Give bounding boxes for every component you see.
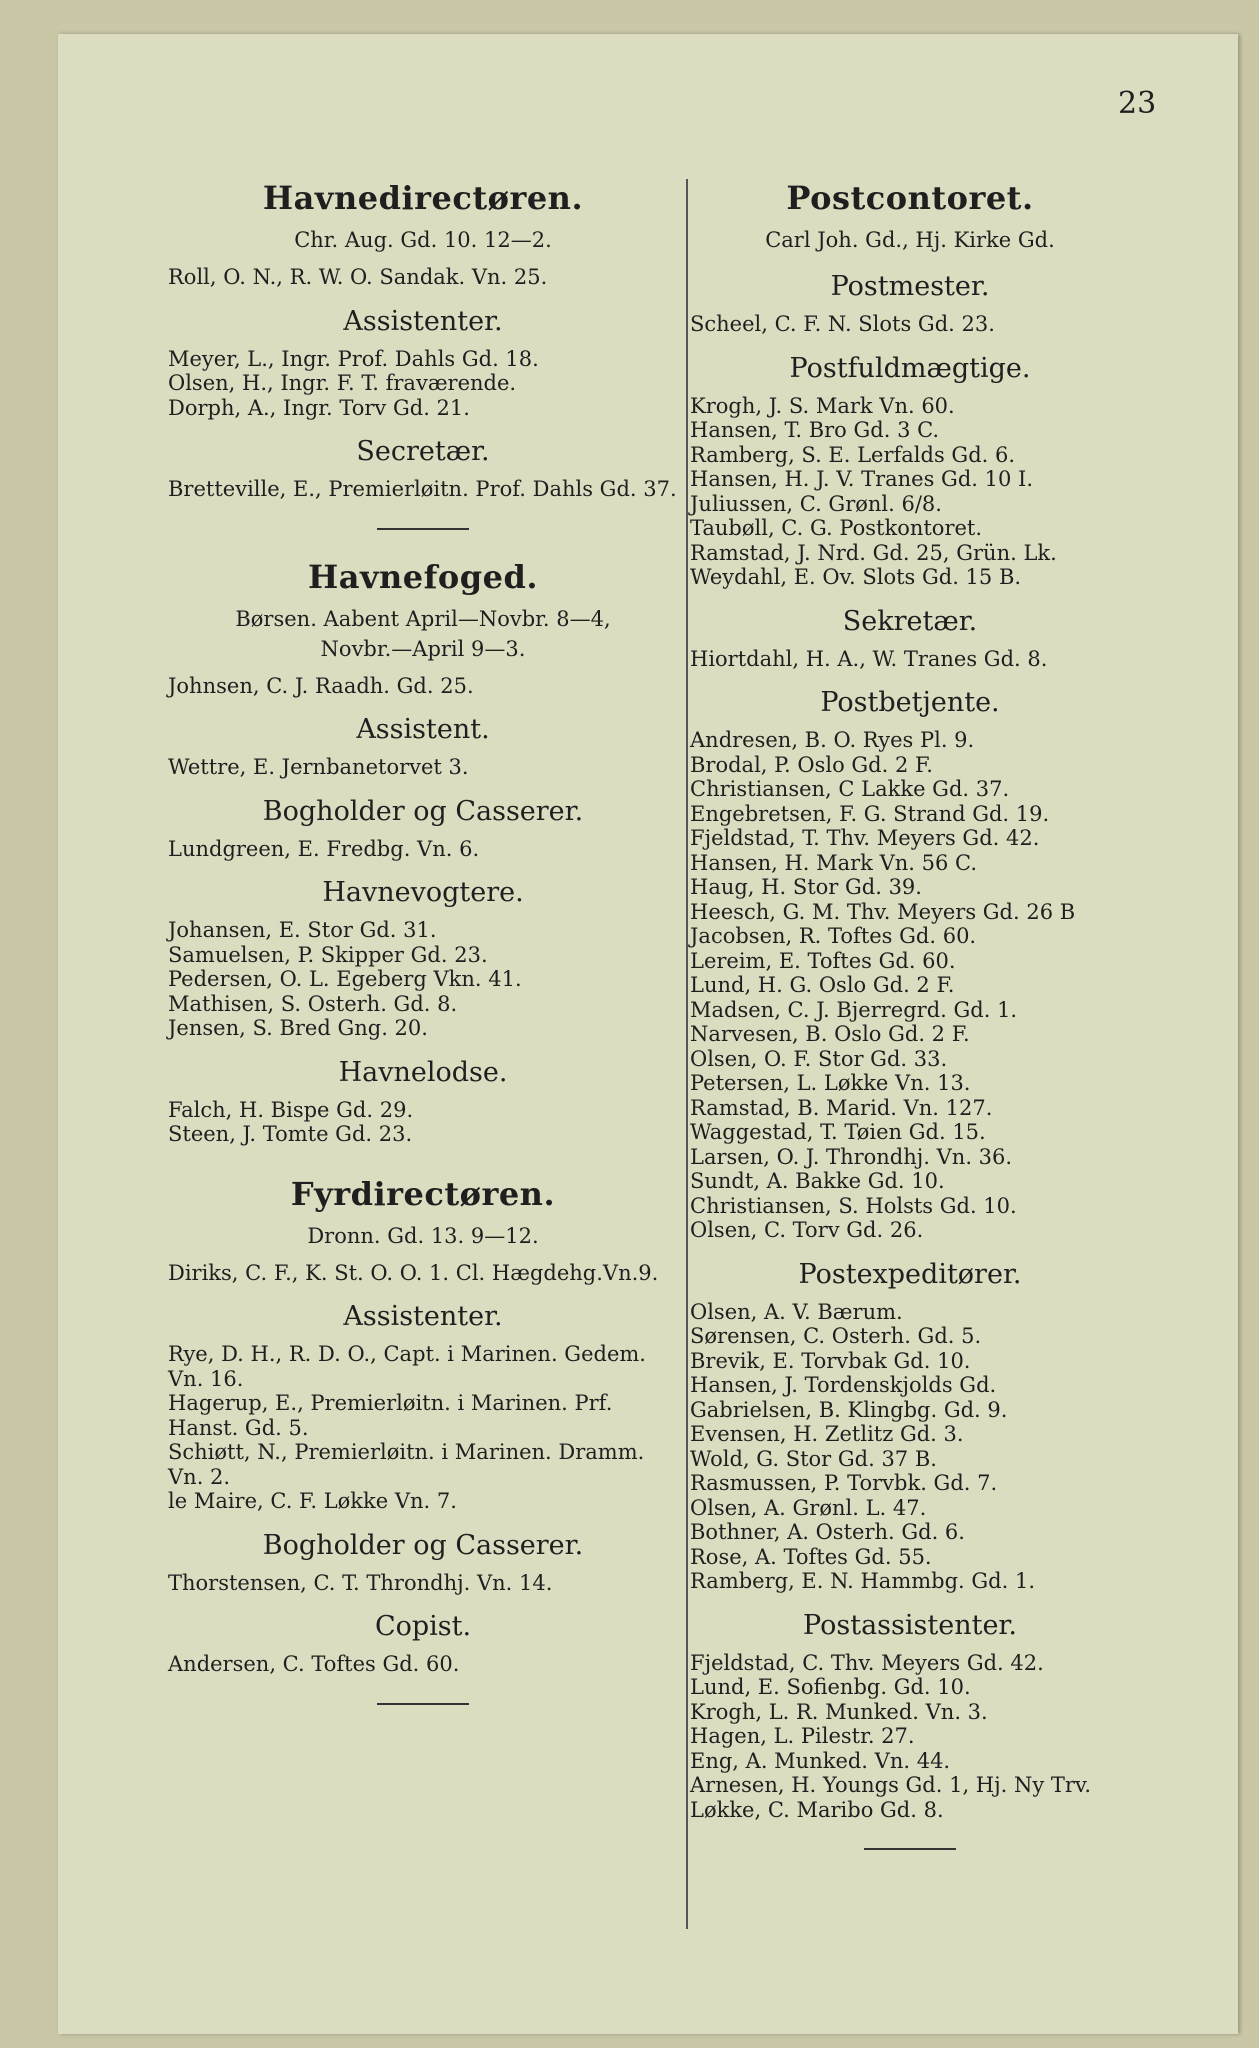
list-item: Olsen, O. F. Stor Gd. 33. bbox=[690, 1046, 948, 1071]
list-item: Fjeldstad, C. Thv. Meyers Gd. 42. bbox=[690, 1650, 1044, 1675]
list-item: Larsen, O. J. Throndhj. Vn. 36. bbox=[690, 1144, 1013, 1169]
list-item: Scheel, C. F. N. Slots Gd. 23. bbox=[690, 312, 995, 336]
list-item: Meyer, L., Ingr. Prof. Dahls Gd. 18. bbox=[168, 346, 539, 371]
list-item: Gabrielsen, B. Klingbg. Gd. 9. bbox=[690, 1397, 1008, 1422]
list-item: Madsen, C. J. Bjerregrd. Gd. 1. bbox=[690, 997, 1018, 1022]
list-item: Andresen, B. O. Ryes Pl. 9. bbox=[690, 728, 975, 752]
section-address: Dronn. Gd. 13. 9—12. bbox=[307, 1223, 539, 1248]
section-address: Børsen. Aabent April—Novbr. 8—4, bbox=[235, 606, 611, 631]
section-rule bbox=[377, 1703, 469, 1705]
list-item: Engebretsen, F. G. Strand Gd. 19. bbox=[690, 801, 1050, 826]
list-item: le Maire, C. F. Løkke Vn. 7. bbox=[168, 1489, 457, 1513]
subsection-title: Bogholder og Casserer. bbox=[262, 1529, 584, 1561]
list-item: Eng, A. Munked. Vn. 44. bbox=[690, 1748, 951, 1773]
list-item: Hagen, L. Pilestr. 27. bbox=[690, 1724, 915, 1748]
list-item: Christiansen, S. Holsts Gd. 10. bbox=[690, 1193, 1017, 1218]
section-head-entry: Johnsen, C. J. Raadh. Gd. 25. bbox=[168, 673, 474, 698]
right-column bbox=[690, 179, 1130, 1878]
list-item: Pedersen, O. L. Egeberg Vkn. 41. bbox=[168, 967, 522, 991]
section-rule bbox=[864, 1848, 956, 1850]
list-item: Ramberg, E. N. Hammbg. Gd. 1. bbox=[690, 1569, 1035, 1593]
list-item: Haug, H. Stor Gd. 39. bbox=[690, 875, 922, 899]
subsection-title: Postfuldmægtige. bbox=[789, 352, 1031, 384]
list-item: Evensen, H. Zetlitz Gd. 3. bbox=[690, 1422, 964, 1446]
list-item: Jensen, S. Bred Gng. 20. bbox=[168, 1016, 428, 1040]
list-item: Brodal, P. Oslo Gd. 2 F. bbox=[690, 752, 933, 777]
subsection-title: Assistent. bbox=[356, 714, 490, 745]
list-item: Samuelsen, P. Skipper Gd. 23. bbox=[168, 942, 488, 967]
list-item: Christiansen, C Lakke Gd. 37. bbox=[690, 777, 1010, 801]
subsection-title: Postassistenter. bbox=[803, 1609, 1017, 1641]
list-item: Løkke, C. Maribo Gd. 8. bbox=[690, 1797, 944, 1822]
subsection-title: Assistenter. bbox=[343, 305, 503, 337]
list-item: Lereim, E. Toftes Gd. 60. bbox=[690, 948, 956, 973]
list-item: Ramberg, S. E. Lerfalds Gd. 6. bbox=[690, 442, 1016, 467]
left-column bbox=[168, 179, 678, 1733]
list-item: Sundt, A. Bakke Gd. 10. bbox=[690, 1169, 945, 1193]
list-item: Krogh, J. S. Mark Vn. 60. bbox=[690, 393, 955, 418]
list-item: Wettre, E. Jernbanetorvet 3. bbox=[168, 755, 469, 779]
subsection-title: Secretær. bbox=[356, 436, 490, 467]
section-head-entry: Diriks, C. F., K. St. O. O. 1. Cl. Hægdehg.Vn.9. bbox=[168, 1260, 659, 1285]
list-item: Hansen, J. Tordenskjolds Gd. bbox=[690, 1373, 997, 1397]
list-item: Rose, A. Toftes Gd. 55. bbox=[690, 1544, 932, 1569]
subsection-title: Postmester. bbox=[830, 271, 990, 302]
list-item: Arnesen, H. Youngs Gd. 1, Hj. Ny Trv. bbox=[690, 1773, 1091, 1797]
list-item: Lund, E. Sofienbg. Gd. 10. bbox=[690, 1675, 971, 1699]
subsection-title: Bogholder og Casserer. bbox=[262, 795, 584, 827]
list-item: Taubøll, C. G. Postkontoret. bbox=[690, 516, 983, 540]
list-item: Weydahl, E. Ov. Slots Gd. 15 B. bbox=[690, 565, 1022, 589]
list-item: Andersen, C. Toftes Gd. 60. bbox=[168, 1652, 460, 1676]
list-item: Krogh, L. R. Munked. Vn. 3. bbox=[690, 1699, 988, 1724]
column-divider bbox=[686, 179, 688, 1929]
section-title: Fyrdirectøren. bbox=[290, 1174, 556, 1213]
subsection-title: Postbetjente. bbox=[820, 687, 1000, 718]
list-item: Wold, G. Stor Gd. 37 B. bbox=[690, 1446, 937, 1471]
section-title: Postcontoret. bbox=[786, 179, 1034, 217]
list-item: Petersen, L. Løkke Vn. 13. bbox=[690, 1071, 971, 1095]
list-item: Olsen, C. Torv Gd. 26. bbox=[690, 1218, 924, 1242]
list-item: Waggestad, T. Tøien Gd. 15. bbox=[690, 1120, 986, 1144]
section-address: Novbr.—April 9—3. bbox=[320, 636, 526, 661]
list-item: Hansen, T. Bro Gd. 3 C. bbox=[690, 418, 940, 442]
list-item: Ramstad, J. Nrd. Gd. 25, Grün. Lk. bbox=[690, 540, 1057, 565]
list-item: Dorph, A., Ingr. Torv Gd. 21. bbox=[168, 395, 470, 420]
list-item: Brevik, E. Torvbak Gd. 10. bbox=[690, 1348, 971, 1373]
subsection-title: Havnevogtere. bbox=[322, 877, 524, 908]
list-item: Hansen, H. J. V. Tranes Gd. 10 I. bbox=[690, 467, 1033, 491]
list-item: Thorstensen, C. T. Throndhj. Vn. 14. bbox=[168, 1570, 553, 1595]
list-item: Olsen, A. V. Bærum. bbox=[690, 1299, 903, 1324]
list-item: Lund, H. G. Oslo Gd. 2 F. bbox=[690, 973, 955, 997]
list-item: Lundgreen, E. Fredbg. Vn. 6. bbox=[168, 836, 480, 861]
list-item: Hiortdahl, H. A., W. Tranes Gd. 8. bbox=[690, 646, 1048, 671]
list-item: Olsen, H., Ingr. F. T. fraværende. bbox=[168, 371, 517, 395]
list-item: Jacobsen, R. Toftes Gd. 60. bbox=[690, 924, 977, 948]
list-item: Johansen, E. Stor Gd. 31. bbox=[168, 918, 437, 942]
subsection-title: Assistenter. bbox=[343, 1301, 503, 1332]
list-item: Bothner, A. Osterh. Gd. 6. bbox=[690, 1520, 965, 1544]
list-item: Sørensen, C. Osterh. Gd. 5. bbox=[690, 1324, 982, 1348]
section-head-entry: Roll, O. N., R. W. O. Sandak. Vn. 25. bbox=[168, 265, 548, 289]
list-item: Narvesen, B. Oslo Gd. 2 F. bbox=[690, 1022, 970, 1046]
list-item: Hansen, H. Mark Vn. 56 C. bbox=[690, 850, 977, 875]
section-address: Carl Joh. Gd., Hj. Kirke Gd. bbox=[765, 228, 1055, 252]
list-item: Hagerup, E., Premierløitn. i Marinen. Prf. Hanst. Gd. 5. bbox=[168, 1391, 613, 1440]
list-item: Falch, H. Bispe Gd. 29. bbox=[168, 1097, 414, 1122]
subsection-title: Copist. bbox=[374, 1611, 472, 1642]
list-item: Fjeldstad, T. Thv. Meyers Gd. 42. bbox=[690, 826, 1040, 850]
section-title: Havnefoged. bbox=[307, 557, 539, 596]
section-address: Chr. Aug. Gd. 10. 12—2. bbox=[294, 228, 552, 252]
list-item: Heesch, G. M. Thv. Meyers Gd. 26 B bbox=[690, 899, 1076, 924]
list-item: Juliussen, C. Grønl. 6/8. bbox=[690, 491, 942, 516]
list-item: Olsen, A. Grønl. L. 47. bbox=[690, 1495, 927, 1520]
subsection-title: Sekretær. bbox=[842, 605, 978, 637]
list-item: Rye, D. H., R. D. O., Capt. i Marinen. Gedem. Vn. 16. bbox=[168, 1342, 646, 1391]
section-title: Havnedirectøren. bbox=[262, 179, 584, 217]
list-item: Bretteville, E., Premierløitn. Prof. Dahls Gd. 37. bbox=[168, 477, 677, 501]
subsection-title: Havnelodse. bbox=[338, 1056, 508, 1088]
list-item: Steen, J. Tomte Gd. 23. bbox=[168, 1122, 413, 1146]
subsection-title: Postexpeditører. bbox=[798, 1258, 1022, 1290]
list-item: Rasmussen, P. Torvbk. Gd. 7. bbox=[690, 1471, 998, 1495]
list-item: Schiøtt, N., Premierløitn. i Marinen. Dramm. Vn. 2. bbox=[168, 1440, 645, 1489]
list-item: Mathisen, S. Osterh. Gd. 8. bbox=[168, 991, 458, 1016]
page-sheet bbox=[58, 34, 1238, 2034]
section-rule bbox=[377, 528, 469, 530]
list-item: Ramstad, B. Marid. Vn. 127. bbox=[690, 1095, 993, 1120]
page-number: 23 bbox=[1118, 86, 1157, 121]
